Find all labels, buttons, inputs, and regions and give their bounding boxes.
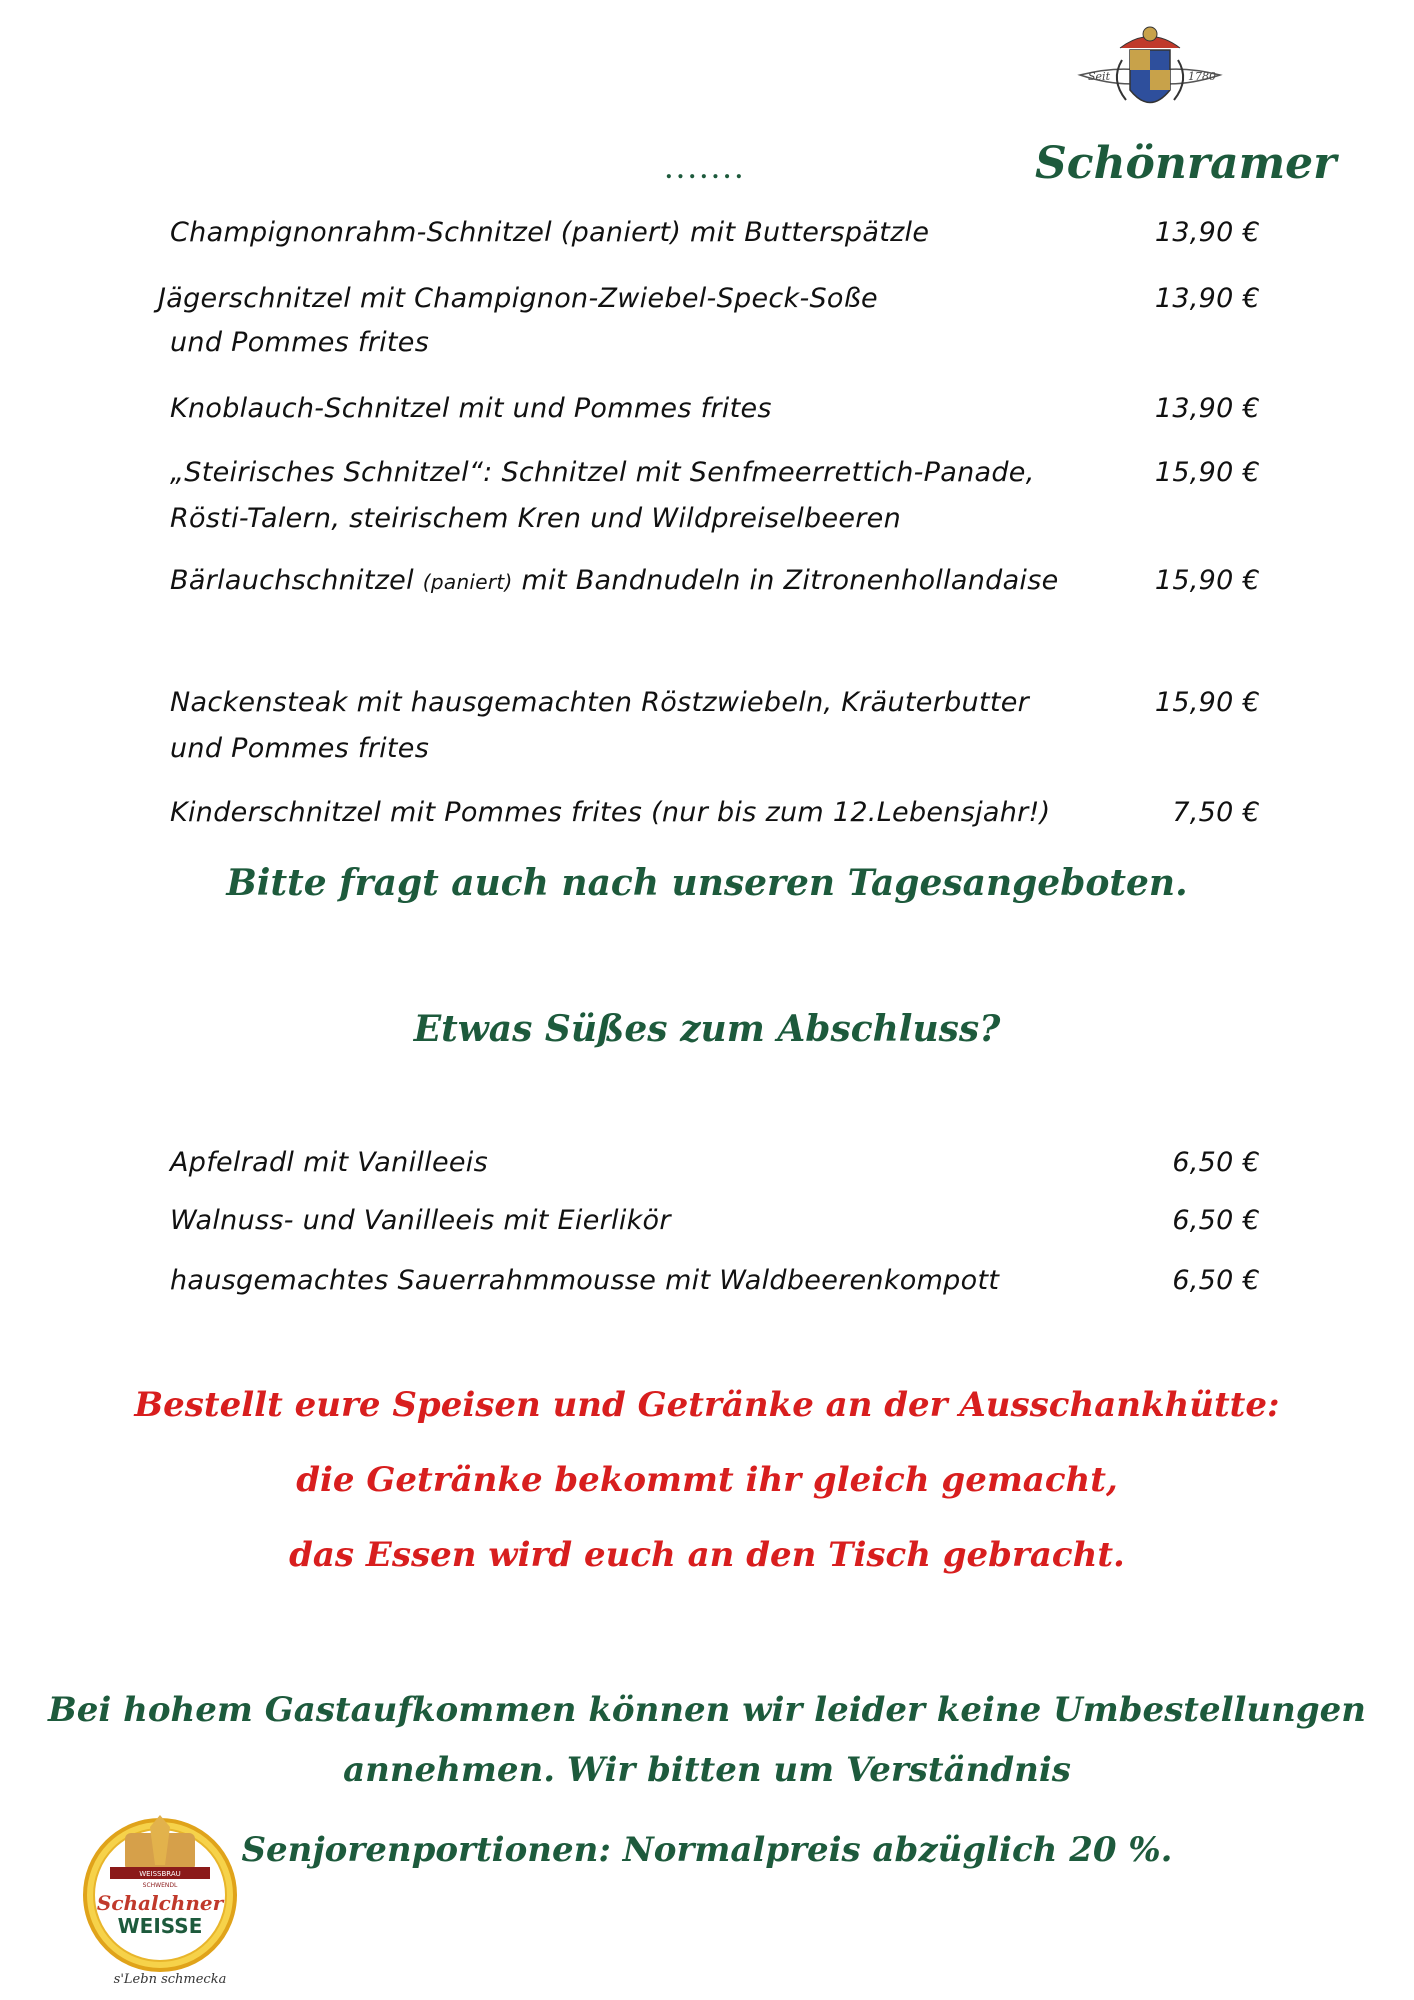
menu-item-name-note: (paniert): [422, 570, 513, 594]
menu-item-price: 13,90 €: [1154, 217, 1260, 248]
menu-item-name: Kinderschnitzel mit Pommes frites (nur bis zum 12.Lebensjahr!): [170, 797, 1051, 828]
busy-notice-line: annehmen. Wir bitten um Verständnis: [343, 1750, 1071, 1790]
order-info-line: die Getränke bekommt ihr gleich gemacht,: [296, 1460, 1118, 1500]
menu-item-price: 15,90 €: [1154, 457, 1260, 488]
brewery-badge-logo: [70, 1815, 250, 1990]
menu-item-name-rest: mit Bandnudeln in Zitronenhollandaise: [521, 565, 1059, 596]
menu-item-name: [170, 558, 1110, 605]
dessert-item-price: 6,50 €: [1172, 1205, 1260, 1236]
menu-item-price: 13,90 €: [1154, 283, 1260, 314]
dessert-item-name: Walnuss- und Vanilleeis mit Eierlikör: [170, 1205, 671, 1236]
menu-item-name: Champignonrahm-Schnitzel (paniert) mit Butterspätzle: [170, 217, 930, 248]
daily-offers-notice: Bitte fragt auch nach unseren Tagesangeboten.: [226, 862, 1188, 904]
badge-name-line1: Schalchner: [96, 1891, 224, 1915]
badge-name-line2: WEISSE: [117, 1914, 203, 1938]
menu-item-name-line2: Rösti-Talern, steirischem Kren und Wildpreiselbeeren: [170, 503, 902, 534]
crest-left-text: Seit: [1088, 70, 1110, 83]
senior-notice: Senjorenportionen: Normalpreis abzüglich 20 %.: [241, 1830, 1173, 1870]
decorative-dots: .......: [665, 158, 747, 184]
order-info-line: das Essen wird euch an den Tisch gebracht.: [289, 1535, 1125, 1575]
menu-item-name: Nackensteak mit hausgemachten Röstzwiebeln, Kräuterbutter: [170, 687, 1030, 718]
menu-item-price: 7,50 €: [1172, 797, 1260, 828]
order-info-line: Bestellt eure Speisen und Getränke an der Ausschankhütte:: [134, 1385, 1280, 1425]
menu-item-name: Knoblauch-Schnitzel mit und Pommes frites: [170, 393, 772, 424]
crest-right-text: 1780: [1188, 70, 1216, 83]
brand-name: Schönramer: [1035, 138, 1337, 189]
menu-item-price: 13,90 €: [1154, 393, 1260, 424]
coat-of-arms-logo: [1060, 20, 1240, 130]
menu-item-price: 15,90 €: [1154, 565, 1260, 596]
menu-item-name-main: Bärlauchschnitzel: [170, 565, 414, 596]
menu-item-name-line2: und Pommes frites: [170, 327, 430, 358]
badge-top-text: WEISSBRAU: [139, 1870, 181, 1878]
dessert-heading: Etwas Süßes zum Abschluss?: [413, 1008, 1001, 1050]
menu-item-price: 15,90 €: [1154, 687, 1260, 718]
badge-sub-text: SCHWENDL: [142, 1882, 178, 1889]
busy-notice-line: Bei hohem Gastaufkommen können wir leider keine Umbestellungen: [48, 1690, 1366, 1730]
menu-item-name-line2: und Pommes frites: [170, 733, 430, 764]
menu-item-name: Jägerschnitzel mit Champignon-Zwiebel-Speck-Soße: [158, 283, 878, 314]
dessert-item-name: hausgemachtes Sauerrahmmousse mit Waldbeerenkompott: [170, 1265, 1000, 1296]
dessert-item-price: 6,50 €: [1172, 1147, 1260, 1178]
badge-slogan: s'Lebn schmecka: [113, 1972, 227, 1987]
menu-item-name: „Steirisches Schnitzel“: Schnitzel mit Senfmeerrettich-Panade,: [170, 457, 1035, 488]
dessert-item-name: Apfelradl mit Vanilleeis: [170, 1147, 488, 1178]
dessert-item-price: 6,50 €: [1172, 1265, 1260, 1296]
